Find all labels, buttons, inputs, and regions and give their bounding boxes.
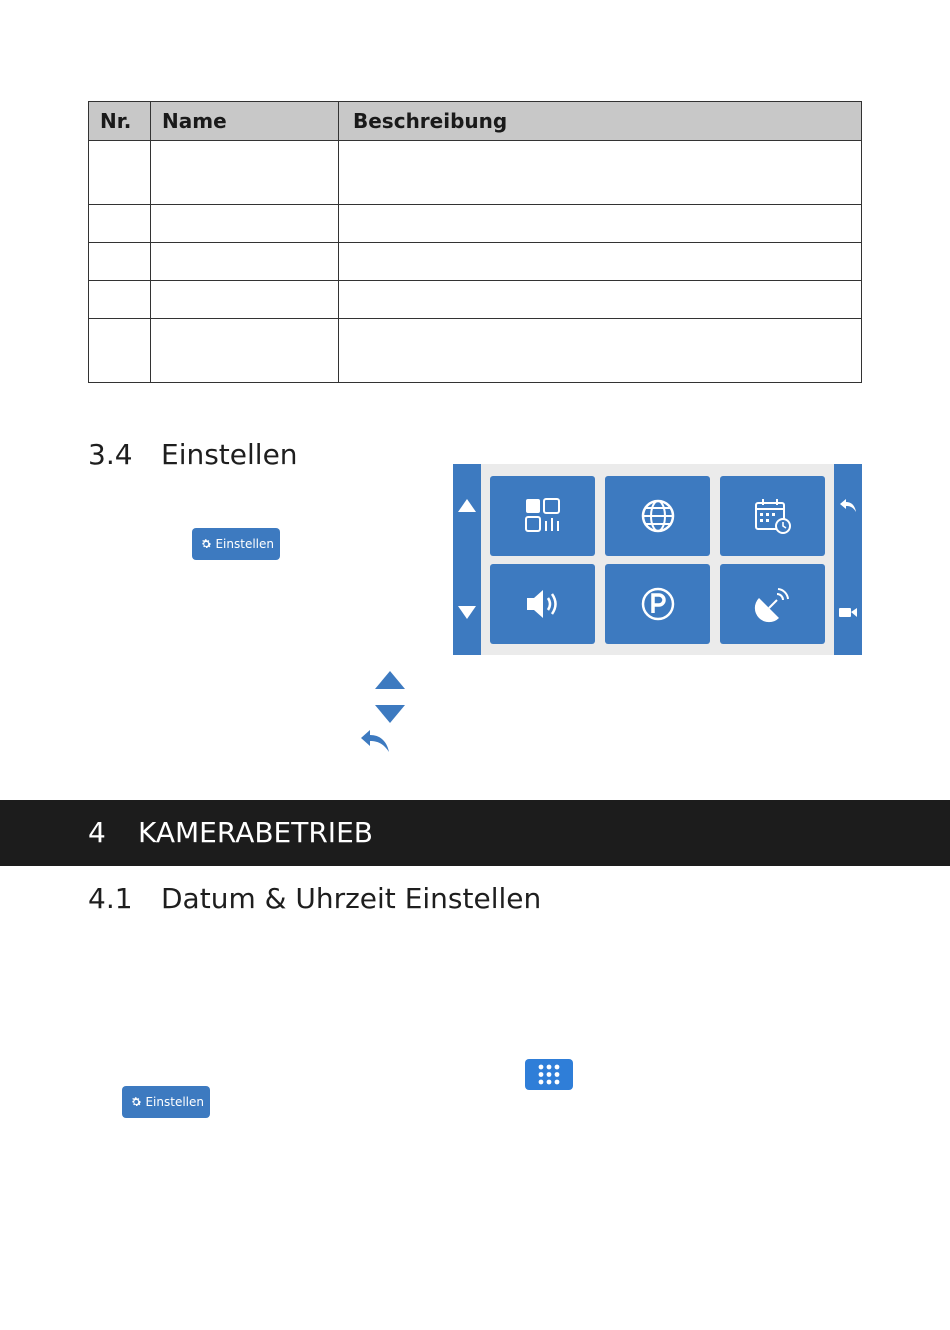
section-number: 3.4	[88, 438, 133, 471]
video-camera-icon[interactable]	[838, 602, 858, 622]
globe-icon	[638, 496, 678, 536]
speaker-icon	[523, 584, 563, 624]
table-row	[89, 281, 862, 319]
parking-icon	[638, 584, 678, 624]
section-title: Einstellen	[161, 438, 298, 471]
back-symbol-icon	[359, 728, 391, 754]
table-cell	[151, 281, 339, 319]
settings-screen	[453, 464, 862, 655]
table-row	[89, 319, 862, 383]
table-header-row	[89, 102, 862, 141]
table-cell	[151, 243, 339, 281]
table-cell	[89, 281, 151, 319]
chapter-banner	[0, 800, 950, 866]
arrow-down-symbol-icon	[374, 704, 406, 724]
tile-language[interactable]	[605, 476, 710, 556]
table-cell	[339, 319, 862, 383]
table-cell	[151, 141, 339, 205]
chapter-number: 4	[88, 816, 106, 849]
table-cell	[339, 243, 862, 281]
table-cell	[151, 319, 339, 383]
table-cell	[339, 141, 862, 205]
table-cell	[339, 281, 862, 319]
section-number: 4.1	[88, 882, 133, 915]
einstellen-button[interactable]	[192, 528, 280, 560]
table-row	[89, 243, 862, 281]
dots-grid-icon	[525, 1059, 573, 1090]
section-heading-3-4	[88, 438, 298, 471]
menu-grid-button[interactable]	[525, 1059, 573, 1090]
table-cell	[151, 205, 339, 243]
calendar-clock-icon	[753, 496, 793, 536]
table-row	[89, 205, 862, 243]
header-beschreibung: Beschreibung	[339, 102, 862, 141]
tile-display-layout[interactable]	[490, 476, 595, 556]
left-control-bar	[453, 464, 481, 655]
gear-icon	[130, 1091, 142, 1113]
einstellen-button-label: Einstellen	[145, 1095, 204, 1109]
back-icon[interactable]	[838, 496, 858, 516]
table-cell	[89, 319, 151, 383]
einstellen-button-label: Einstellen	[215, 537, 274, 551]
section-title: Datum & Uhrzeit Einstellen	[161, 882, 542, 915]
grid-layout-icon	[523, 496, 563, 536]
table-row	[89, 141, 862, 205]
gear-icon	[200, 533, 212, 555]
arrow-down-icon[interactable]	[457, 602, 477, 622]
chapter-title: KAMERABETRIEB	[138, 816, 373, 849]
header-nr: Nr.	[89, 102, 151, 141]
header-name: Name	[151, 102, 339, 141]
arrow-up-icon[interactable]	[457, 496, 477, 516]
table-cell	[339, 205, 862, 243]
section-heading-4-1	[88, 882, 541, 915]
tile-satellite[interactable]	[720, 564, 825, 644]
table-cell	[89, 205, 151, 243]
arrow-up-symbol-icon	[374, 670, 406, 690]
tile-date-time[interactable]	[720, 476, 825, 556]
table-cell	[89, 141, 151, 205]
satellite-dish-icon	[753, 584, 793, 624]
right-control-bar	[834, 464, 862, 655]
table-cell	[89, 243, 151, 281]
tile-volume[interactable]	[490, 564, 595, 644]
description-table	[88, 101, 862, 383]
tile-parking[interactable]	[605, 564, 710, 644]
einstellen-button-2[interactable]	[122, 1086, 210, 1118]
